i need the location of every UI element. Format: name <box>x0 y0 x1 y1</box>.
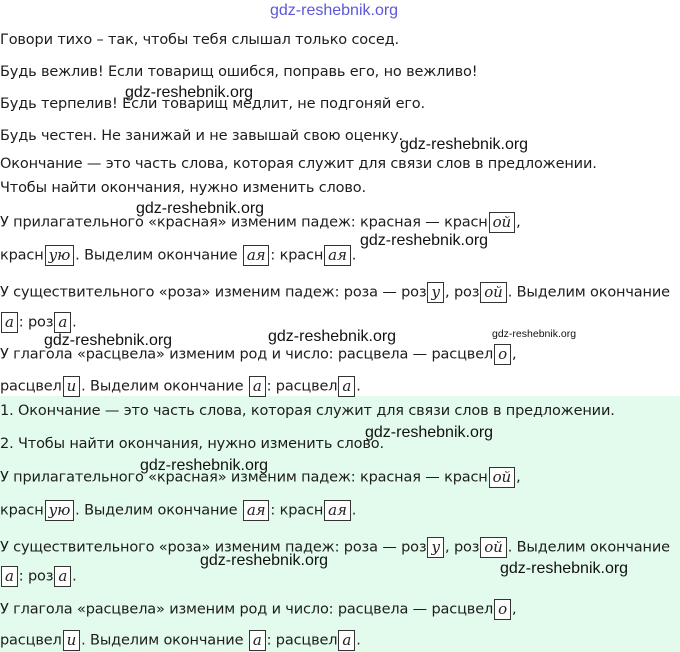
rule-quiet: Говори тихо – так, чтобы тебя слышал только сосед. <box>0 32 399 48</box>
ending-box: о <box>494 344 511 365</box>
rule-polite: Будь вежлив! Если товарищ ошибся, поправь его, но вежливо! <box>0 64 478 80</box>
noun-colon: : роз <box>18 314 54 331</box>
ending-box: у <box>427 282 444 303</box>
highlight-text: . Выделим окончание <box>81 632 248 649</box>
verb-stem: расцвел <box>0 632 62 649</box>
answer1-howto: Чтобы найти окончания, нужно изменить слово. <box>0 180 366 196</box>
noun-comma: , роз <box>445 539 480 556</box>
noun-intro: У существительного «роза» изменим падеж: роза — роз <box>0 539 427 556</box>
ending-box: а <box>54 566 71 587</box>
watermark: gdz-reshebnik.org <box>365 424 494 441</box>
ending-box: у <box>427 537 444 558</box>
verb-stem: расцвел <box>0 378 62 395</box>
watermark: gdz-reshebnik.org <box>268 328 397 345</box>
ending-box: ая <box>243 500 270 521</box>
ending-box: ая <box>324 500 351 521</box>
ending-box: ой <box>489 212 515 233</box>
ending-box: ую <box>45 500 75 521</box>
highlight-text: . Выделим окончание <box>81 378 248 395</box>
answer2-definition: 1. Окончание — это часть слова, которая служит для связи слов в предложении. <box>0 403 615 419</box>
answer1-noun-line1 <box>0 282 670 303</box>
answer1-adjective-line1: У прилагательного «красная» изменим падеж: красная — красн ой , <box>0 213 521 231</box>
highlight-text: . Выделим окончание <box>507 284 670 301</box>
ending-box: ая <box>324 245 351 266</box>
adjective-stem: красн <box>0 502 44 519</box>
ending-box: о <box>494 599 511 620</box>
highlight-text: . Выделим окончание <box>75 502 242 519</box>
rule-honest: Будь честен. Не занижай и не завышай свою оценку. <box>0 128 403 144</box>
answer1-definition: Окончание — это часть слова, которая служит для связи слов в предложении. <box>0 156 597 172</box>
answer2-verb-line2: расцвел и . Выделим окончание а : расцвел а . <box>0 631 361 649</box>
watermark: gdz-reshebnik.org <box>140 457 269 474</box>
ending-box: а <box>249 630 266 651</box>
noun-comma: , роз <box>445 284 480 301</box>
answer2-adjective-line2: красн ую . Выделим окончание ая : красн ая . <box>0 501 357 519</box>
watermark: gdz-reshebnik.org <box>360 232 489 249</box>
ending-box: ой <box>480 537 506 558</box>
answer2-noun-line2: а : роз а . <box>0 566 77 587</box>
watermark: gdz-reshebnik.org <box>125 84 254 101</box>
answer1-verb-line1: У глагола «расцвела» изменим род и число: расцвела — расцвел о , <box>0 345 517 363</box>
verb-colon: : расцвел <box>266 632 338 649</box>
highlight-text: . Выделим окончание <box>507 539 670 556</box>
ending-box: ой <box>480 282 506 303</box>
highlight-text: . Выделим окончание <box>75 247 242 264</box>
adjective-intro: У прилагательного «красная» изменим падеж: красная — красн <box>0 469 488 486</box>
answer2-howto: 2. Чтобы найти окончания, нужно изменить слово. <box>0 436 384 452</box>
verb-colon: : расцвел <box>266 378 338 395</box>
ending-box: а <box>54 312 71 333</box>
ending-box: ая <box>243 245 270 266</box>
ending-box: ую <box>45 245 75 266</box>
ending-box: а <box>1 312 18 333</box>
ending-box: а <box>249 376 266 397</box>
ending-box: и <box>63 376 81 397</box>
ending-box: а <box>1 566 18 587</box>
watermark: gdz-reshebnik.org <box>500 560 629 577</box>
adjective-intro: У прилагательного «красная» изменим падеж: красная — красн <box>0 214 488 231</box>
adjective-colon: : красн <box>270 247 324 264</box>
answer2-noun-line1 <box>0 537 670 558</box>
rule-patient: Будь терпелив! Если товарищ медлит, не подгоняй его. <box>0 96 425 112</box>
ending-box: а <box>338 630 355 651</box>
noun-intro: У существительного «роза» изменим падеж: роза — роз <box>0 284 427 301</box>
answer1-adjective-line2: красн ую . Выделим окончание ая : красн ая . <box>0 246 357 264</box>
watermark: gdz-reshebnik.org <box>136 200 265 217</box>
answer1-noun-line2: а : роз а . <box>0 312 77 333</box>
verb-intro: У глагола «расцвела» изменим род и число: расцвела — расцвел <box>0 601 494 618</box>
noun-colon: : роз <box>18 568 54 585</box>
watermark: gdz-reshebnik.org <box>44 332 173 349</box>
watermark-top: gdz-reshebnik.org <box>270 2 399 19</box>
adjective-colon: : красн <box>270 502 324 519</box>
watermark: gdz-reshebnik.org <box>400 136 529 153</box>
verb-intro: У глагола «расцвела» изменим род и число: расцвела — расцвел <box>0 346 494 363</box>
answer2-adjective-line1: У прилагательного «красная» изменим падеж: красная — красн ой , <box>0 468 521 486</box>
answer1-verb-line2: расцвел и . Выделим окончание а : расцвел а . <box>0 377 361 395</box>
answer2-verb-line1: У глагола «расцвела» изменим род и число: расцвела — расцвел о , <box>0 600 517 618</box>
ending-box: а <box>338 376 355 397</box>
ending-box: и <box>63 630 81 651</box>
watermark: gdz-reshebnik.org <box>200 552 329 569</box>
watermark: gdz-reshebnik.org <box>492 328 577 340</box>
ending-box: ой <box>489 467 515 488</box>
adjective-stem: красн <box>0 247 44 264</box>
